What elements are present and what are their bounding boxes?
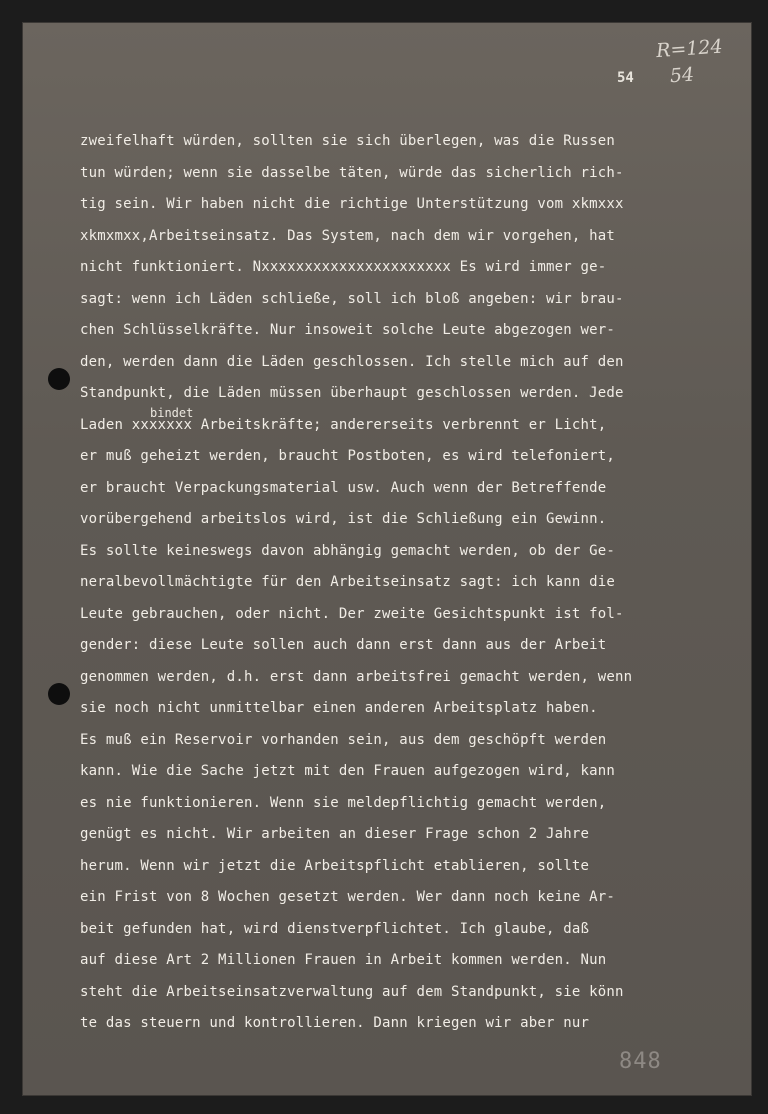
text-line: sie noch nicht unmittelbar einen anderen Arbeitsplatz haben. [80,700,598,716]
text-line: nicht funktioniert. Nxxxxxxxxxxxxxxxxxxxxxx Es wird immer ge- [80,259,607,275]
text-line: genommen werden, d.h. erst dann arbeitsfrei gemacht werden, wenn [80,668,633,685]
text-line: chen Schlüsselkräfte. Nur insoweit solche Leute abgezogen wer- [80,322,615,338]
text-line: ein Frist von 8 Wochen gesetzt werden. Wer dann noch keine Ar- [80,889,615,905]
text-line: auf diese Art 2 Millionen Frauen in Arbeit kommen werden. Nun [80,952,607,968]
text-line: gender: diese Leute sollen auch dann erst dann aus der Arbeit [80,637,607,653]
text-line: vorübergehend arbeitslos wird, ist die Schließung ein Gewinn. [80,511,607,527]
text-line: te das steuern und kontrollieren. Dann kriegen wir aber nur [80,1015,590,1031]
text-line: xkmxmxx,Arbeitseinsatz. Das System, nach dem wir vorgehen, hat [80,227,615,244]
text-line: den, werden dann die Läden geschlossen. Ich stelle mich auf den [80,353,624,370]
text-line: beit gefunden hat, wird dienstverpflichtet. Ich glaube, daß [80,920,590,937]
archive-ref-line: 54 [669,63,695,88]
folio-stamp: 848 [619,1049,662,1074]
punch-hole [48,368,70,390]
text-line: tun würden; wenn sie dasselbe täten, würde das sicherlich rich- [80,164,624,181]
text-line: es nie funktionieren. Wenn sie meldepflichtig gemacht werden, [80,794,607,811]
document-page [22,22,752,1096]
text-line: kann. Wie die Sache jetzt mit den Frauen aufgezogen wird, kann [80,763,615,779]
interlinear-insertion: bindet [150,406,194,420]
text-line: sagt: wenn ich Läden schließe, soll ich bloß angeben: wir brau- [80,290,624,307]
text-line: Laden xxxxxxx Arbeitskräfte; andererseits verbrennt er Licht, [80,416,607,433]
text-line: genügt es nicht. Wir arbeiten an dieser Frage schon 2 Jahre [80,826,590,842]
text-line: Standpunkt, die Läden müssen überhaupt geschlossen werden. Jede [80,385,624,401]
text-line: er braucht Verpackungsmaterial usw. Auch wenn der Betreffende [80,479,607,496]
text-line: steht die Arbeitseinsatzverwaltung auf dem Standpunkt, sie könn [80,983,624,1000]
handwritten-archive-ref [655,34,724,90]
text-line: tig sein. Wir haben nicht die richtige Unterstützung vom xkmxxx [80,196,624,212]
text-line: zweifelhaft würden, sollten sie sich überlegen, was die Russen [80,133,615,149]
text-line: Leute gebrauchen, oder nicht. Der zweite Gesichtspunkt ist fol- [80,605,624,622]
archive-ref-line: R=124 [655,35,724,63]
text-line: er muß geheizt werden, braucht Postboten, es wird telefoniert, [80,448,615,464]
text-line: herum. Wenn wir jetzt die Arbeitspflicht etablieren, sollte [80,857,590,874]
text-line: neralbevollmächtigte für den Arbeitseinsatz sagt: ich kann die [80,574,615,590]
typewritten-body [80,126,700,1040]
punch-hole [48,683,70,705]
text-line: Es sollte keineswegs davon abhängig gemacht werden, ob der Ge- [80,542,615,559]
page-number: 54 [617,70,634,86]
text-line: Es muß ein Reservoir vorhanden sein, aus dem geschöpft werden [80,731,607,748]
